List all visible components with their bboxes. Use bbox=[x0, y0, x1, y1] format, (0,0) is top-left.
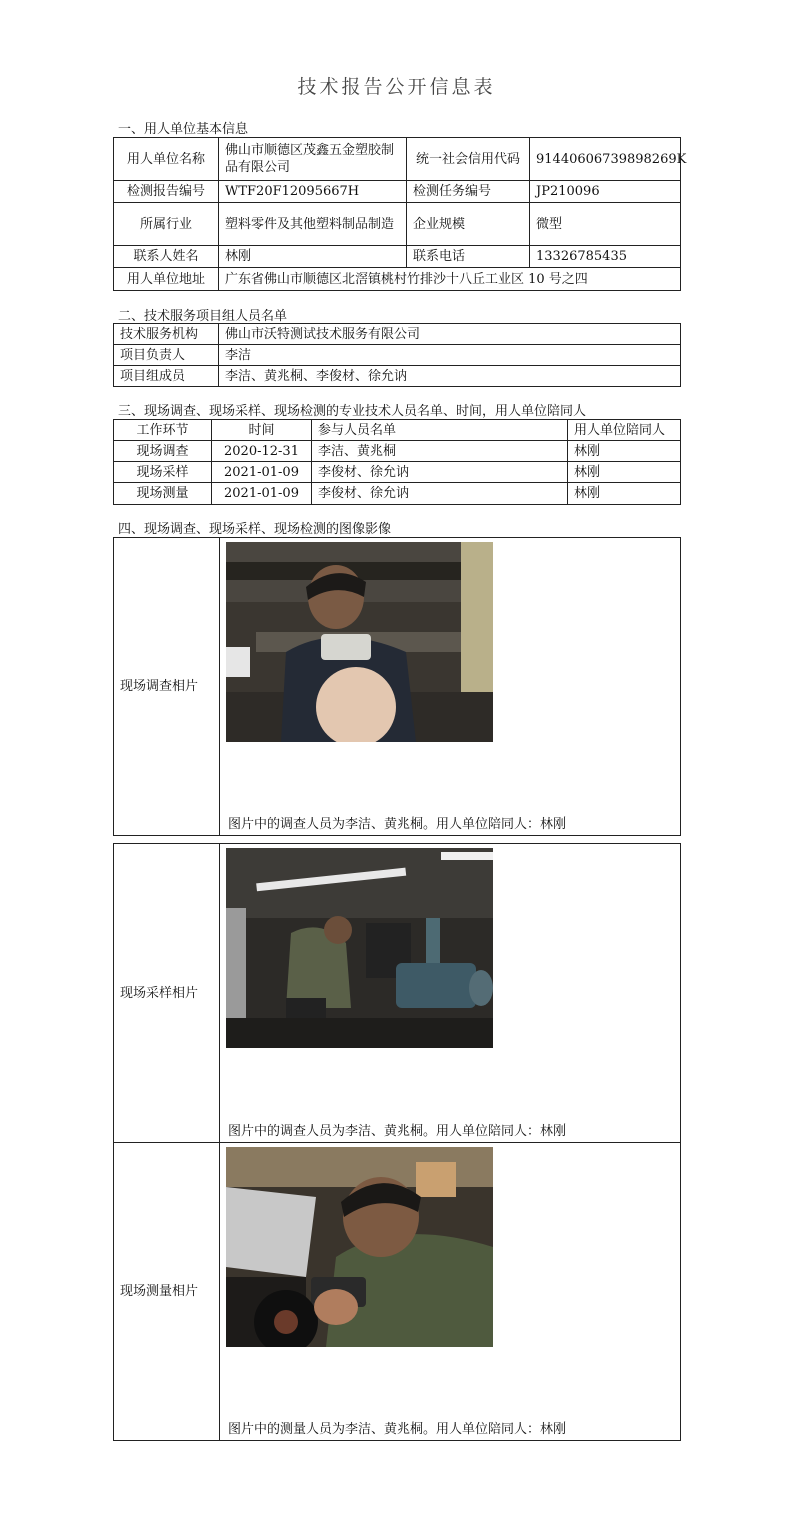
table-row bbox=[114, 1143, 681, 1441]
service-org-value: 佛山市沃特测试技术服务有限公司 bbox=[219, 324, 681, 345]
team-members-label: 项目组成员 bbox=[114, 366, 219, 387]
measurement-photo-label: 现场测量相片 bbox=[114, 1143, 220, 1441]
participants-cell: 李洁、黄兆桐 bbox=[312, 441, 568, 462]
work-stage-cell: 现场调查 bbox=[114, 441, 212, 462]
survey-photo-label: 现场调查相片 bbox=[114, 538, 220, 836]
credit-code-label: 统一社会信用代码 bbox=[407, 138, 530, 181]
work-stage-cell: 现场测量 bbox=[114, 483, 212, 505]
date-cell: 2020-12-31 bbox=[212, 441, 312, 462]
column-header: 时间 bbox=[212, 420, 312, 441]
section3-heading: 三、现场调查、现场采样、现场检测的专业技术人员名单、时间，用人单位陪同人 bbox=[118, 404, 587, 419]
work-stage-cell: 现场采样 bbox=[114, 462, 212, 483]
sampling-photo bbox=[226, 848, 493, 1048]
report-number-label: 检测报告编号 bbox=[114, 181, 219, 203]
table-row bbox=[114, 844, 681, 1143]
industry-value: 塑料零件及其他塑料制品制造 bbox=[219, 203, 407, 246]
service-org-label: 技术服务机构 bbox=[114, 324, 219, 345]
section2-heading: 二、技术服务项目组人员名单 bbox=[118, 309, 288, 324]
table-row bbox=[114, 203, 681, 246]
table-row bbox=[114, 366, 681, 387]
table-row bbox=[114, 246, 681, 268]
credit-code-value: 91440606739898269K bbox=[530, 138, 681, 181]
page-title: 技术报告公开信息表 bbox=[297, 76, 496, 98]
column-header: 参与人员名单 bbox=[312, 420, 568, 441]
escort-cell: 林刚 bbox=[568, 462, 681, 483]
project-team-table bbox=[113, 323, 681, 387]
sampling-photo-label: 现场采样相片 bbox=[114, 844, 220, 1143]
contact-phone-label: 联系电话 bbox=[407, 246, 530, 268]
survey-photo bbox=[226, 542, 493, 742]
table-row bbox=[114, 538, 681, 836]
table-row bbox=[114, 462, 681, 483]
escort-cell: 林刚 bbox=[568, 441, 681, 462]
contact-name-label: 联系人姓名 bbox=[114, 246, 219, 268]
measurement-photo bbox=[226, 1147, 493, 1347]
section4-heading: 四、现场调查、现场采样、现场检测的图像影像 bbox=[118, 522, 392, 537]
date-cell: 2021-01-09 bbox=[212, 483, 312, 505]
table-row bbox=[114, 268, 681, 291]
table-row bbox=[114, 441, 681, 462]
measurement-photo-caption: 图片中的测量人员为李洁、黄兆桐。用人单位陪同人：林刚 bbox=[228, 1422, 567, 1437]
scale-label: 企业规模 bbox=[407, 203, 530, 246]
industry-label: 所属行业 bbox=[114, 203, 219, 246]
report-number-value: WTF20F12095667H bbox=[219, 181, 407, 203]
employer-info-table bbox=[113, 137, 687, 291]
escort-cell: 林刚 bbox=[568, 483, 681, 505]
survey-photo-caption: 图片中的调查人员为李洁、黄兆桐。用人单位陪同人：林刚 bbox=[228, 817, 567, 832]
table-row bbox=[114, 138, 681, 181]
table-row bbox=[114, 345, 681, 366]
project-leader-label: 项目负责人 bbox=[114, 345, 219, 366]
address-label: 用人单位地址 bbox=[114, 268, 219, 291]
survey-photo-table bbox=[113, 537, 681, 836]
project-leader-value: 李洁 bbox=[219, 345, 681, 366]
table-header-row bbox=[114, 420, 681, 441]
scale-value: 微型 bbox=[530, 203, 681, 246]
address-value: 广东省佛山市顺德区北滘镇桃村竹排沙十八丘工业区 10 号之四 bbox=[219, 268, 681, 291]
employer-name-value: 佛山市顺德区茂鑫五金塑胶制品有限公司 bbox=[219, 138, 407, 181]
table-row bbox=[114, 181, 681, 203]
task-number-label: 检测任务编号 bbox=[407, 181, 530, 203]
sampling-photo-caption: 图片中的调查人员为李洁、黄兆桐。用人单位陪同人：林刚 bbox=[228, 1124, 567, 1139]
participants-cell: 李俊材、徐允讷 bbox=[312, 462, 568, 483]
column-header: 工作环节 bbox=[114, 420, 212, 441]
date-cell: 2021-01-09 bbox=[212, 462, 312, 483]
task-number-value: JP210096 bbox=[530, 181, 681, 203]
sampling-measurement-photo-table bbox=[113, 843, 681, 1441]
table-row bbox=[114, 483, 681, 505]
section1-heading: 一、用人单位基本信息 bbox=[118, 122, 249, 137]
team-members-value: 李洁、黄兆桐、李俊材、徐允讷 bbox=[219, 366, 681, 387]
employer-name-label: 用人单位名称 bbox=[114, 138, 219, 181]
participants-cell: 李俊材、徐允讷 bbox=[312, 483, 568, 505]
table-row bbox=[114, 324, 681, 345]
contact-name-value: 林刚 bbox=[219, 246, 407, 268]
onsite-schedule-table bbox=[113, 419, 681, 505]
column-header: 用人单位陪同人 bbox=[568, 420, 681, 441]
contact-phone-value: 13326785435 bbox=[530, 246, 681, 268]
